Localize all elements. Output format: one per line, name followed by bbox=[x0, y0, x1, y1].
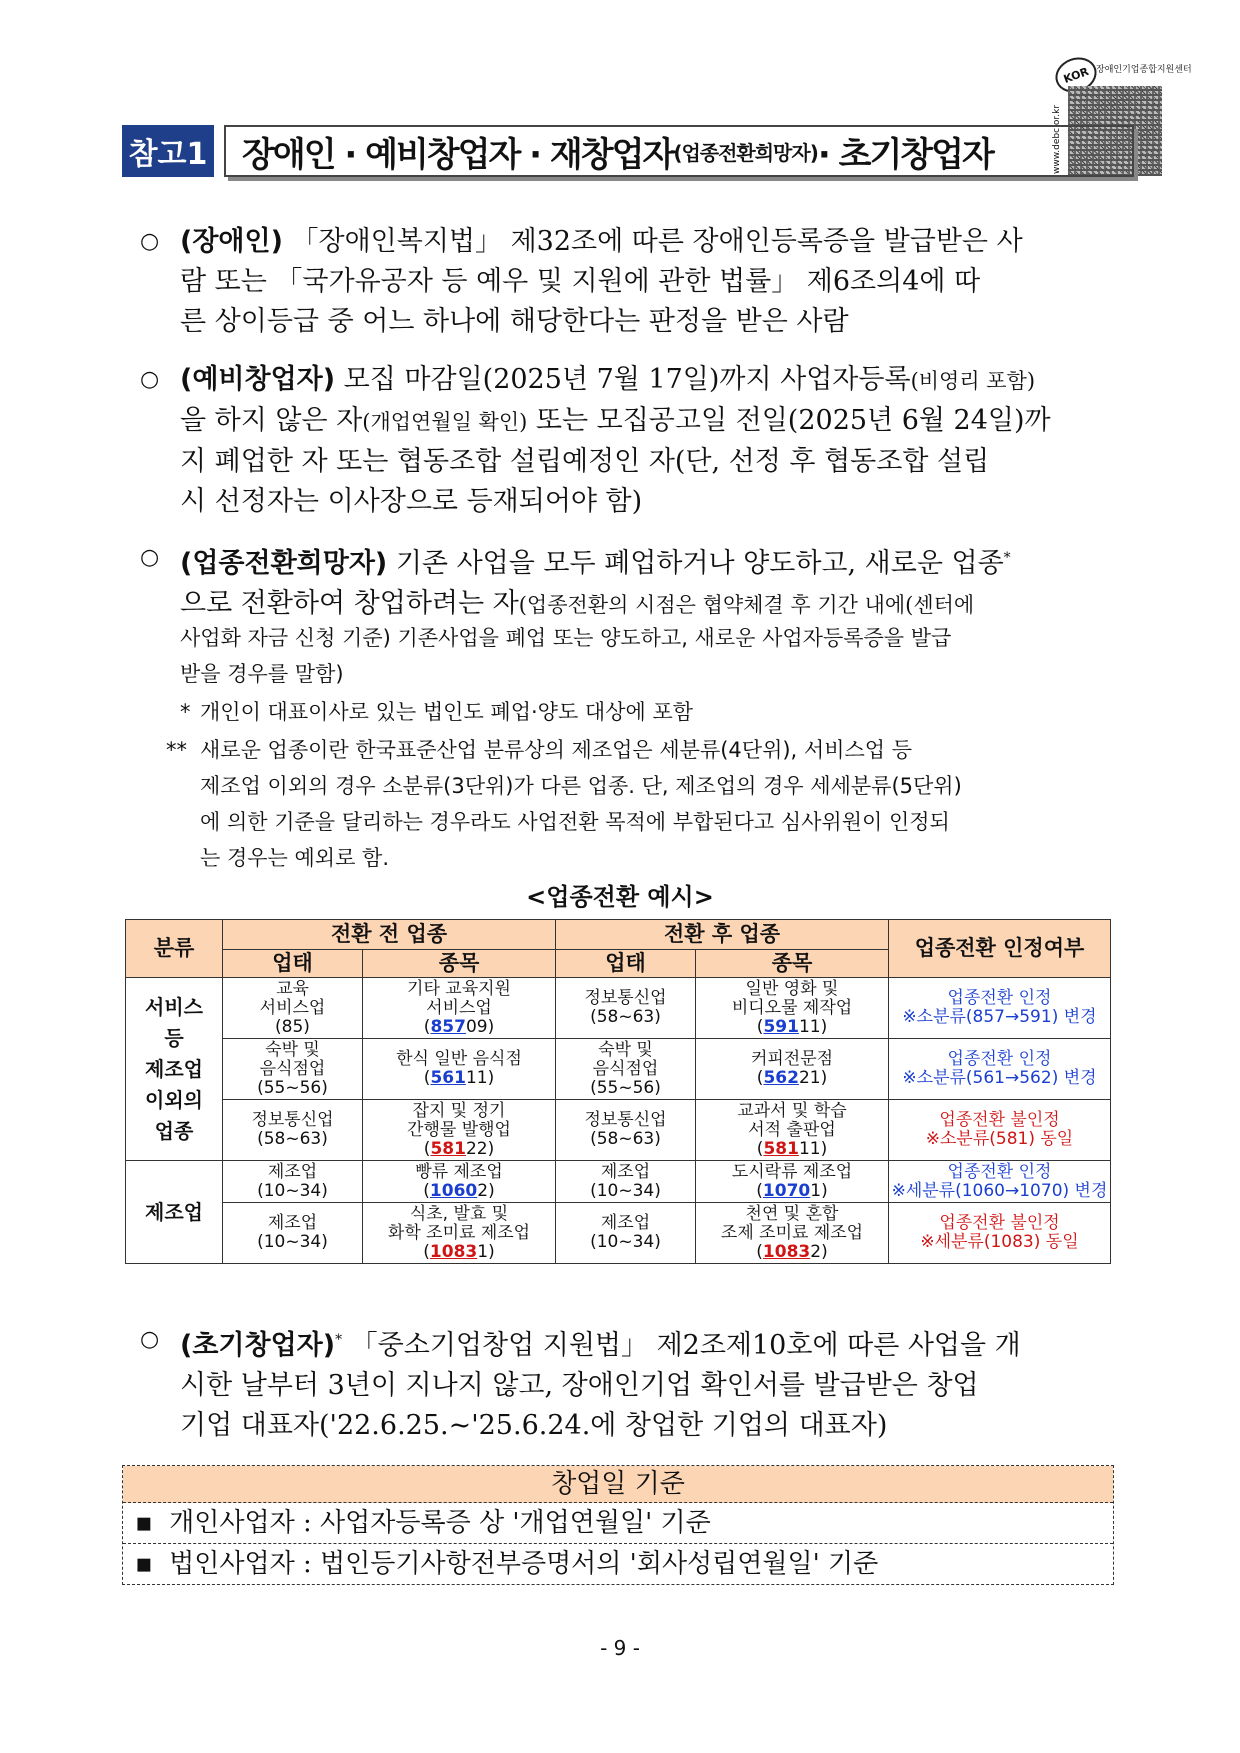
code-highlight: 1060 bbox=[429, 1180, 478, 1201]
before-type-cell: 숙박 및 음식점업 (55~56) bbox=[223, 1039, 363, 1100]
after-type-cell: 정보통신업 (58~63) bbox=[556, 978, 696, 1039]
code-highlight: 562 bbox=[763, 1068, 799, 1088]
conversion-table bbox=[125, 919, 1111, 1264]
code-highlight: 1083 bbox=[762, 1241, 811, 1262]
prospective-line-1a: 모집 마감일(2025년 7월 17일)까지 사업자등록 bbox=[335, 364, 911, 395]
code-highlight: 581 bbox=[763, 1138, 799, 1159]
after-type-cell: 제조업 (10~34) bbox=[556, 1203, 696, 1264]
footnote-2-line-3: 에 의한 기준을 달리하는 경우라도 사업전환 목적에 부합된다고 심사위원이 인정되 bbox=[200, 810, 950, 834]
early-line-3: 기업 대표자('22.6.25.~'25.6.24.에 창업한 기업의 대표자) bbox=[180, 1410, 888, 1441]
before-type-cell: 정보통신업 (58~63) bbox=[223, 1100, 363, 1161]
before-type-cell: 교육 서비스업 (85) bbox=[223, 978, 363, 1039]
conversion-sup: * bbox=[1003, 550, 1011, 566]
table-row bbox=[126, 1100, 1111, 1161]
footnote-2-line-1: 새로운 업종이란 한국표준산업 분류상의 제조업은 세분류(4단위), 서비스업 등 bbox=[200, 738, 913, 762]
after-type-cell: 제조업 (10~34) bbox=[556, 1161, 696, 1203]
table-caption: <업종전환 예시> bbox=[526, 883, 714, 911]
kor-logo: KOR bbox=[1050, 52, 1101, 98]
result-text: 업종전환 불인정 ※소분류(581) 동일 bbox=[925, 1110, 1074, 1149]
stamp-label: 장애인기업종합지원센터 bbox=[1096, 65, 1192, 75]
category-cell: 서비스 등 제조업 이외의 업종 bbox=[126, 978, 223, 1161]
header-before: 전환 전 업종 bbox=[223, 920, 556, 950]
footnote-1: 개인이 대표이사로 있는 법인도 폐업·양도 대상에 포함 bbox=[200, 700, 694, 724]
conversion-line-1: 기존 사업을 모두 폐업하거나 양도하고, 새로운 업종 bbox=[387, 548, 1004, 579]
conversion-line-4: 받을 경우를 말함) bbox=[180, 662, 344, 686]
header-before-item: 종목 bbox=[363, 950, 556, 978]
conversion-line-2a: 으로 전환하여 창업하려는 자 bbox=[180, 588, 519, 619]
square-bullet: ▪ bbox=[135, 1549, 153, 1579]
reference-tag: 참고1 bbox=[122, 125, 214, 177]
term-conversion: (업종전환희망자) bbox=[180, 548, 388, 579]
result-text: 업종전환 인정 ※세분류(1060→1070) 변경 bbox=[891, 1161, 1108, 1201]
footnote-1-mark: * bbox=[180, 700, 191, 724]
after-type-cell: 정보통신업 (58~63) bbox=[556, 1100, 696, 1161]
circle-bullet: ○ bbox=[140, 1327, 160, 1352]
result-text: 업종전환 불인정 ※세분류(1083) 동일 bbox=[920, 1213, 1079, 1252]
code-highlight: 591 bbox=[763, 1016, 799, 1037]
section-conversion bbox=[140, 538, 1120, 625]
code-highlight: 561 bbox=[430, 1068, 466, 1088]
after-item-cell: 도시락류 제조업 (10701) bbox=[696, 1161, 889, 1203]
disabled-line-3: 른 상이등급 중 어느 하나에 해당한다는 판정을 받은 사람 bbox=[180, 306, 849, 337]
code-highlight: 1083 bbox=[429, 1241, 478, 1262]
section-early bbox=[140, 1320, 1120, 1446]
result-cell bbox=[889, 1161, 1111, 1203]
code-highlight: 1070 bbox=[762, 1180, 811, 1201]
before-item-cell: 한식 일반 음식점 (56111) bbox=[363, 1039, 556, 1100]
page-header bbox=[122, 125, 1122, 177]
square-bullet: ▪ bbox=[135, 1508, 153, 1538]
footnote-2-line-2: 제조업 이외의 경우 소분류(3단위)가 다른 업종. 단, 제조업의 경우 세세분류(5단위) bbox=[200, 774, 962, 798]
result-cell bbox=[889, 1100, 1111, 1161]
title-end: · 초기창업자 bbox=[817, 134, 993, 175]
disabled-line-1: 「장애인복지법」 제32조에 따른 장애인등록증을 발급받은 사 bbox=[282, 226, 1023, 257]
title-main: 장애인 · 예비창업자 · 재창업자 bbox=[242, 134, 674, 175]
table-row bbox=[126, 1161, 1111, 1203]
table-body bbox=[126, 978, 1111, 1264]
title-small: (업종전환희망자) bbox=[673, 140, 818, 165]
header-result: 업종전환 인정여부 bbox=[889, 920, 1111, 978]
term-disabled: (장애인) bbox=[180, 226, 283, 257]
standard-item bbox=[123, 1503, 1113, 1543]
prospective-line-2c: 또는 모집공고일 전일(2025년 6월 24일)까 bbox=[527, 405, 1051, 436]
header-after-type: 업태 bbox=[556, 950, 696, 978]
before-item-cell: 기타 교육지원 서비스업 (85709) bbox=[363, 978, 556, 1039]
footnote-2-line-4: 는 경우는 예외로 함. bbox=[200, 846, 389, 870]
footnote-2-mark: ** bbox=[166, 738, 187, 762]
code-highlight: 581 bbox=[430, 1138, 466, 1159]
circle-bullet: ○ bbox=[140, 229, 160, 254]
standard-title: 창업일 기준 bbox=[123, 1466, 1113, 1503]
prospective-line-3: 지 폐업한 자 또는 협동조합 설립예정인 자(단, 선정 후 협동조합 설립 bbox=[180, 446, 990, 477]
conversion-line-3: 사업화 자금 신청 기준) 기존사업을 폐업 또는 양도하고, 새로운 사업자등록증을 발급 bbox=[180, 626, 952, 650]
header-after: 전환 후 업종 bbox=[556, 920, 889, 950]
early-sup: * bbox=[335, 1332, 343, 1348]
table-row bbox=[126, 978, 1111, 1039]
before-type-cell: 제조업 (10~34) bbox=[223, 1161, 363, 1203]
page-title bbox=[224, 125, 1134, 177]
conversion-line-2b: (업종전환의 시점은 협약체결 후 기간 내에(센터에 bbox=[518, 593, 975, 617]
stamp-url: www.debc.or.kr bbox=[1052, 104, 1062, 174]
prospective-line-2a: 을 하지 않은 자 bbox=[180, 405, 363, 436]
standard-item-text: 법인사업자 : 법인등기사항전부증명서의 '회사성립연월일' 기준 bbox=[169, 1549, 879, 1579]
prospective-line-2b: (개업연월일 확인) bbox=[362, 410, 528, 434]
before-item-cell: 잡지 및 정기 간행물 발행업 (58122) bbox=[363, 1100, 556, 1161]
header-before-type: 업태 bbox=[223, 950, 363, 978]
circle-bullet: ○ bbox=[140, 545, 160, 570]
prospective-line-4: 시 선정자는 이사장으로 등재되어야 함) bbox=[180, 486, 643, 517]
circle-bullet: ○ bbox=[140, 367, 160, 392]
after-item-cell: 일반 영화 및 비디오물 제작업 (59111) bbox=[696, 978, 889, 1039]
section-disabled bbox=[140, 222, 1120, 342]
category-cell: 제조업 bbox=[126, 1161, 223, 1264]
before-item-cell: 빵류 제조업 (10602) bbox=[363, 1161, 556, 1203]
disabled-line-2: 람 또는 「국가유공자 등 예우 및 지원에 관한 법률」 제6조의4에 따 bbox=[180, 266, 981, 297]
table-row bbox=[126, 1203, 1111, 1264]
code-highlight: 857 bbox=[430, 1016, 466, 1037]
prospective-line-1b: (비영리 포함) bbox=[910, 369, 1036, 393]
section-prospective bbox=[140, 360, 1120, 522]
result-text: 업종전환 인정 ※소분류(561→562) 변경 bbox=[902, 1049, 1097, 1088]
before-type-cell: 제조업 (10~34) bbox=[223, 1203, 363, 1264]
early-line-2: 시한 날부터 3년이 지나지 않고, 장애인기업 확인서를 발급받은 창업 bbox=[180, 1370, 979, 1401]
after-item-cell: 교과서 및 학습 서적 출판업 (58111) bbox=[696, 1100, 889, 1161]
result-cell bbox=[889, 978, 1111, 1039]
early-line-1: 「중소기업창업 지원법」 제2조제10호에 따른 사업을 개 bbox=[342, 1330, 1021, 1361]
table-row bbox=[126, 1039, 1111, 1100]
after-item-cell: 천연 및 혼합 조제 조미료 제조업 (10832) bbox=[696, 1203, 889, 1264]
header-category: 분류 bbox=[126, 920, 223, 978]
result-cell bbox=[889, 1203, 1111, 1264]
term-early: (초기창업자) bbox=[180, 1330, 336, 1361]
standard-item-text: 개인사업자 : 사업자등록증 상 '개업연월일' 기준 bbox=[169, 1508, 711, 1538]
after-type-cell: 숙박 및 음식점업 (55~56) bbox=[556, 1039, 696, 1100]
standard-item bbox=[123, 1543, 1113, 1584]
after-item-cell: 커피전문점 (56221) bbox=[696, 1039, 889, 1100]
page-number: - 9 - bbox=[600, 1636, 640, 1660]
term-prospective: (예비창업자) bbox=[180, 364, 336, 395]
result-cell bbox=[889, 1039, 1111, 1100]
founding-date-standard bbox=[122, 1465, 1114, 1585]
result-text: 업종전환 인정 ※소분류(857→591) 변경 bbox=[902, 988, 1097, 1027]
header-after-item: 종목 bbox=[696, 950, 889, 978]
before-item-cell: 식초, 발효 및 화학 조미료 제조업 (10831) bbox=[363, 1203, 556, 1264]
